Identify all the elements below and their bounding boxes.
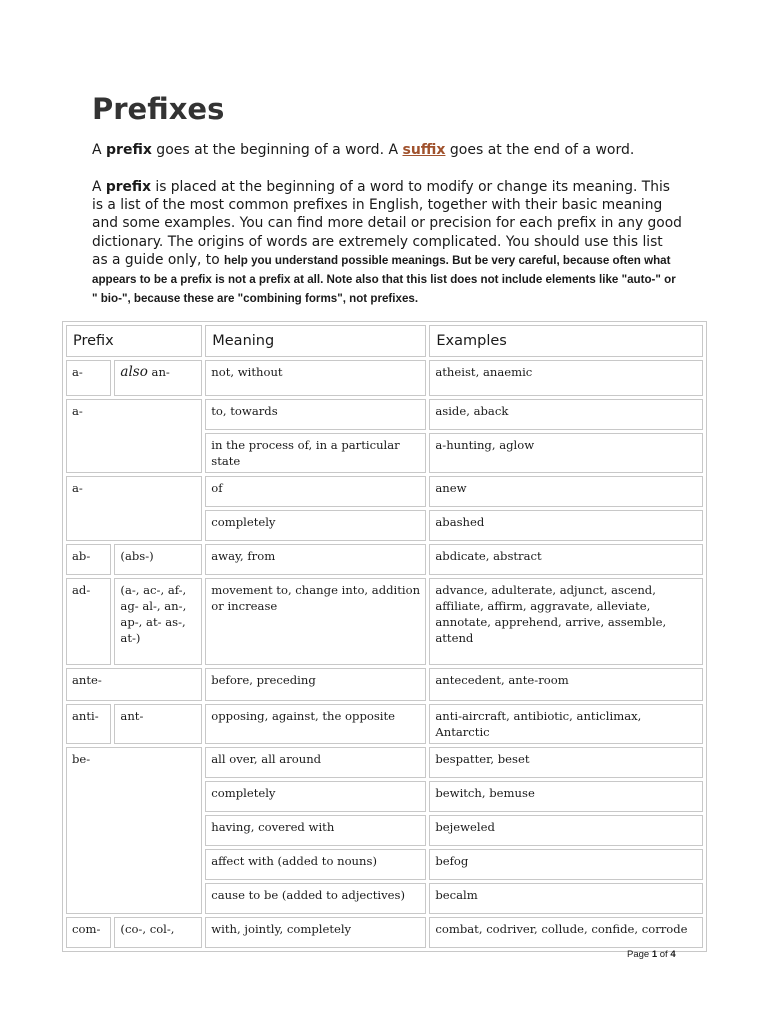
examples-cell: becalm [429, 883, 703, 914]
header-examples: Examples [429, 325, 703, 357]
prefix-term: prefix [105, 179, 151, 195]
meaning-cell: completely [205, 781, 426, 812]
prefix-cell: be- [66, 747, 202, 914]
meaning-cell: of [205, 476, 426, 507]
examples-cell: aside, aback [429, 399, 703, 430]
prefix-cell: ante- [66, 668, 202, 701]
variant-cell: (abs-) [114, 544, 202, 575]
examples-cell: bespatter, beset [429, 747, 703, 778]
prefix-cell: a- [66, 399, 202, 473]
intro-paragraph-1: A prefix goes at the beginning of a word. A suffix goes at the end of a word. [92, 142, 635, 158]
prefix-cell: a- [66, 360, 111, 396]
meaning-cell: to, towards [205, 399, 426, 430]
examples-cell: bejeweled [429, 815, 703, 846]
examples-cell: anti-aircraft, antibiotic, anticlimax, Antarctic [429, 704, 703, 744]
table-header-row [66, 325, 703, 357]
page-title: Prefixes [92, 92, 225, 126]
examples-cell: combat, codriver, collude, confide, corrode [429, 917, 703, 948]
table-row [66, 399, 703, 430]
intro-paragraph-2: A prefix is placed at the beginning of a word to modify or change its meaning. This is a list of the most common prefixes in English, together with their basic meaning and some examples. You can find more detail or precision for each prefix in any good dictionary. The origins of words are extremely complicated. You should use this list as a guide only, to help you understand possible meanings. But be very careful, because often what appears to be a prefix is not a prefix at all. Note also that this list does not include elements like "auto-" or " bio-", because these are "combining forms", not prefixes. [92, 179, 682, 306]
meaning-cell: completely [205, 510, 426, 541]
examples-cell: a-hunting, aglow [429, 433, 703, 473]
meaning-cell: all over, all around [205, 747, 426, 778]
table-row [66, 544, 703, 575]
examples-cell: befog [429, 849, 703, 880]
table-row [66, 578, 703, 665]
examples-cell: advance, adulterate, adjunct, ascend, affiliate, affirm, aggravate, alleviate, annotate, apprehend, arrive, assemble, attend [429, 578, 703, 665]
intro-warning-text: help you understand possible meanings. But be very careful, because often what appears to be a prefix is not a prefix at all. Note also that this list does not include elements like "auto-" or " bio-", because these are "combining forms", not prefixes. [92, 253, 676, 306]
meaning-cell: away, from [205, 544, 426, 575]
variant-cell: also an- [114, 360, 202, 396]
meaning-cell: having, covered with [205, 815, 426, 846]
header-prefix: Prefix [66, 325, 202, 357]
meaning-cell: cause to be (added to adjectives) [205, 883, 426, 914]
prefix-term: prefix [106, 142, 152, 158]
meaning-cell: before, preceding [205, 668, 426, 701]
table-row [66, 917, 703, 948]
prefixes-table [62, 321, 707, 952]
examples-cell: abdicate, abstract [429, 544, 703, 575]
header-meaning: Meaning [205, 325, 426, 357]
examples-cell: atheist, anaemic [429, 360, 703, 396]
prefix-cell: ab- [66, 544, 111, 575]
table-row [66, 360, 703, 396]
prefix-cell: com- [66, 917, 111, 948]
table-row [66, 668, 703, 701]
prefix-cell: a- [66, 476, 202, 541]
table-row [66, 747, 703, 778]
examples-cell: anew [429, 476, 703, 507]
table-row [66, 476, 703, 507]
meaning-cell: movement to, change into, addition or increase [205, 578, 426, 665]
prefix-cell: anti- [66, 704, 111, 744]
examples-cell: abashed [429, 510, 703, 541]
meaning-cell: opposing, against, the opposite [205, 704, 426, 744]
examples-cell: antecedent, ante-room [429, 668, 703, 701]
variant-cell: (co-, col-, [114, 917, 202, 948]
page-number: Page 1 of 4 [627, 949, 676, 960]
meaning-cell: in the process of, in a particular state [205, 433, 426, 473]
variant-cell: ant- [114, 704, 202, 744]
meaning-cell: affect with (added to nouns) [205, 849, 426, 880]
suffix-link[interactable]: suffix [402, 142, 446, 158]
meaning-cell: with, jointly, completely [205, 917, 426, 948]
variant-cell: (a-, ac-, af-, ag- al-, an-, ap-, at- as-, at-) [114, 578, 202, 665]
examples-cell: bewitch, bemuse [429, 781, 703, 812]
meaning-cell: not, without [205, 360, 426, 396]
table-row [66, 704, 703, 744]
prefix-cell: ad- [66, 578, 111, 665]
